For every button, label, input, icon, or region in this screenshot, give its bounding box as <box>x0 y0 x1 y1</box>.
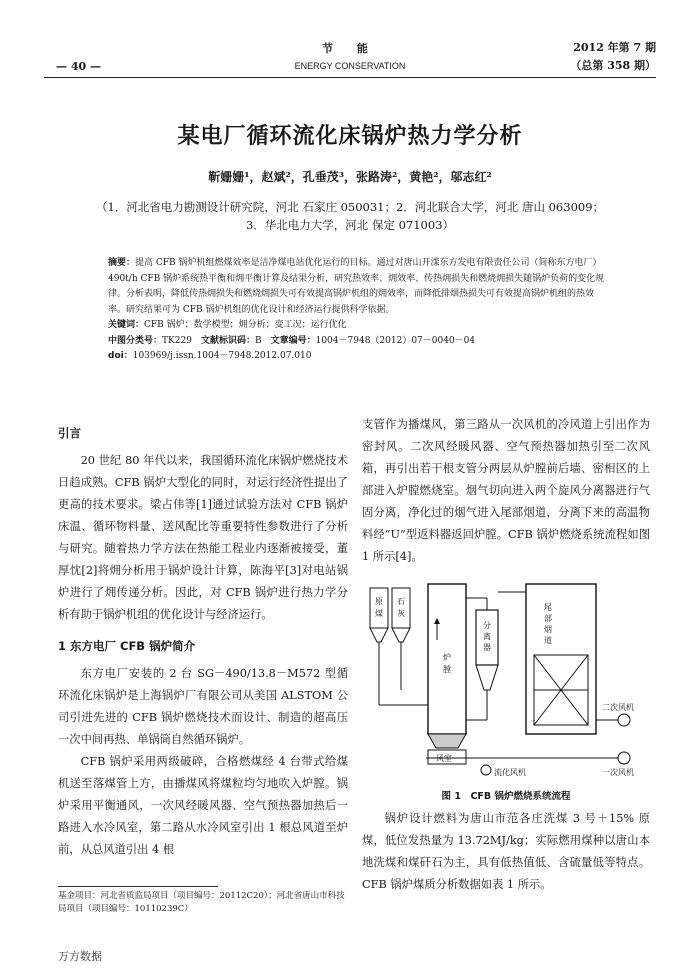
intro-paragraph: 20 世纪 80 年代以来，我国循环流化床锅炉燃烧技术日趋成熟。CFB 锅炉大型化的同时，对运行经济性提出了更高的技术要求。梁占伟等[1]通过试验方法对 CFB 锅炉床温、循环物料量、送风配比等重要特性参数进行了分析与研究。随着热力学方法在热能工程业内逐渐被接受，董厚忱[2]将㶲分析用于锅炉设计计算，陈海平[3]对电站锅炉进行了㶲传递分析。因此，对 CFB 锅炉进行热力学分析有助于锅炉机组的优化设计与经济运行。 <box>58 454 348 621</box>
section-1-heading: 1 东方电厂 CFB 锅炉简介 <box>58 639 196 653</box>
separator-label-1: 分 <box>483 621 491 630</box>
header-rule <box>44 77 656 78</box>
doc-code-value: B <box>254 335 262 346</box>
intro-heading: 引言 <box>58 426 81 440</box>
doc-code-label: 文献标识码： <box>200 335 255 346</box>
cfb-system-diagram <box>366 580 646 780</box>
wind-box-label: 风室 <box>436 754 452 763</box>
classification-line <box>108 334 608 350</box>
right-column-bottom <box>362 808 650 896</box>
journal-name: 节 能 <box>322 42 378 55</box>
doi-line <box>108 349 608 365</box>
total-issue-label: （总第 358 期） <box>570 59 656 72</box>
section-1-paragraph-1: 东方电厂安装的 2 台 SG－490/13.8－M572 型循环流化床锅炉是上海锅炉厂有限公司从美国 ALSTOM 公司引进先进的 CFB 锅炉燃烧技术而设计、制造的超高压一次中间再热、单锅筒自然循环锅炉。 <box>58 667 348 746</box>
tail-label-2: 部 <box>544 614 552 623</box>
affiliation-line-2: 3．华北电力大学，河北 保定 071003） <box>245 218 455 232</box>
furnace-arrow-head <box>434 618 440 624</box>
primary-fan <box>618 752 630 764</box>
right-paragraph-2: 锅炉设计燃料为唐山市范各庄洗煤 3 号＋15% 原煤，低位发热量为 13.72MJ/kg；实际燃用煤种以唐山本地洗煤和煤矸石为主，具有低热值低、含硫量低等特点。CFB 锅炉煤质分析数据如表 1 所示。 <box>362 812 650 891</box>
doi-label: doi： <box>108 351 133 361</box>
right-paragraph-1: 支管作为播煤风，第三路从一次风机的冷风道上引出作为密封风。二次风经暖风器、空气预热器加热引至二次风箱，再引出若干根支管分两层从炉膛前后墙、密相区的上部进入炉膛燃烧室。烟气切向进入两个旋风分离器进行气固分离，净化过的烟气进入尾部烟道，分离下来的高温物料经“U”型返料器返回炉膛。CFB 锅炉燃烧系统流程如图 1 所示[4]。 <box>362 418 650 563</box>
limestone-bunker-hopper <box>392 628 410 642</box>
tail-label-3: 烟 <box>544 625 552 634</box>
limestone-label-1: 石 <box>397 597 405 606</box>
funding-footnote: 基金项目：河北省质监局项目（项目编号：20112C20）；河北省唐山市科技局项目（项目编号：10110239C） <box>58 891 345 914</box>
separator-label-3: 器 <box>483 643 491 652</box>
secondary-fan <box>618 714 630 726</box>
article-number-value: 1004－7948（2012）07－0040－04 <box>315 335 476 346</box>
class-value: TK229 <box>162 335 192 346</box>
abstract-label: 摘要： <box>108 258 136 268</box>
coal-bunker <box>370 588 388 628</box>
paper-title: 某电厂循环流化床锅炉热力学分析 <box>177 124 523 149</box>
class-label: 中图分类号： <box>108 335 163 346</box>
article-number-label: 文章编号： <box>270 335 316 346</box>
furnace-label-2: 膛 <box>443 665 451 674</box>
affiliation-line-1: （1．河北省电力勘测设计研究院，河北 石家庄 050031；2．河北联合大学，河北 唐山 063009； <box>95 200 605 214</box>
secondary-fan-label: 二次风机 <box>602 703 634 712</box>
watermark: 万方数据 <box>58 950 102 963</box>
abstract <box>108 256 608 365</box>
abstract-text: 提高 CFB 锅炉机组燃煤效率是洁净煤电站优化运行的目标。通过对唐山开滦东方发电有限责任公司（简称东方电厂）490t/h CFB 锅炉系统热平衡和㶲平衡计算及结果分析，研究热效率、㶲效率、传热㶲损失和燃烧㶲损失随锅炉负荷的变化规律。分析表明，降低传热㶲损失和燃烧㶲损失可有效提高锅炉机组的㶲效率，而降低排烟热损失可有效提高锅炉机组的热效率。研究结果可为 CFB 锅炉机组的优化设计和经济运行提供科学依据。 <box>108 258 605 315</box>
journal-name-english: ENERGY CONSERVATION <box>294 61 406 71</box>
keywords-line <box>108 318 608 334</box>
separator-label-2: 离 <box>483 632 491 641</box>
coal-bunker-hopper <box>370 628 388 642</box>
left-column <box>58 422 348 861</box>
abstract-paragraph <box>108 256 608 318</box>
keywords-text: CFB 锅炉；数学模型；㶲分析；变工况；运行优化 <box>144 320 347 330</box>
page-number: — 40 — <box>56 60 101 73</box>
primary-fan-label: 一次风机 <box>602 768 634 777</box>
limestone-bunker <box>392 588 410 628</box>
right-column-top <box>362 414 650 568</box>
figure-caption: 图 1 CFB 锅炉燃烧系统流程 <box>441 791 571 802</box>
tail-label-4: 道 <box>544 636 552 645</box>
footnote-rule <box>58 886 218 887</box>
doi-value: 103969/j.issn.1004－7948.2012.07.010 <box>132 351 312 361</box>
limestone-label-2: 灰 <box>397 609 405 618</box>
furnace-bottom <box>428 734 466 748</box>
coal-label-2: 煤 <box>375 609 383 618</box>
fluidizing-fan <box>481 765 491 775</box>
issue-label: 2012 年第 7 期 <box>573 41 656 54</box>
furnace-label-1: 炉 <box>443 653 451 662</box>
cyclone-cone <box>476 665 498 690</box>
section-1-paragraph-2: CFB 锅炉采用两级破碎，合格燃煤经 4 台带式给煤机送至落煤管上方，由播煤风将煤粒均匀地吹入炉膛。锅炉采用平衡通风，一次风经暖风器、空气预热器加热后一路进入水冷风室，第二路从水冷风室引出 1 根总风道至炉前，从总风道引出 4 根 <box>58 755 348 856</box>
fluidizing-fan-label: 流化风机 <box>494 768 526 777</box>
coal-label-1: 原 <box>375 597 383 606</box>
tail-label-1: 尾 <box>544 603 552 612</box>
keywords-label: 关键词： <box>108 320 145 330</box>
author-list: 靳姗姗¹，赵斌²，孔垂茂³，张路涛²，黄艳²，邬志红² <box>208 170 492 184</box>
